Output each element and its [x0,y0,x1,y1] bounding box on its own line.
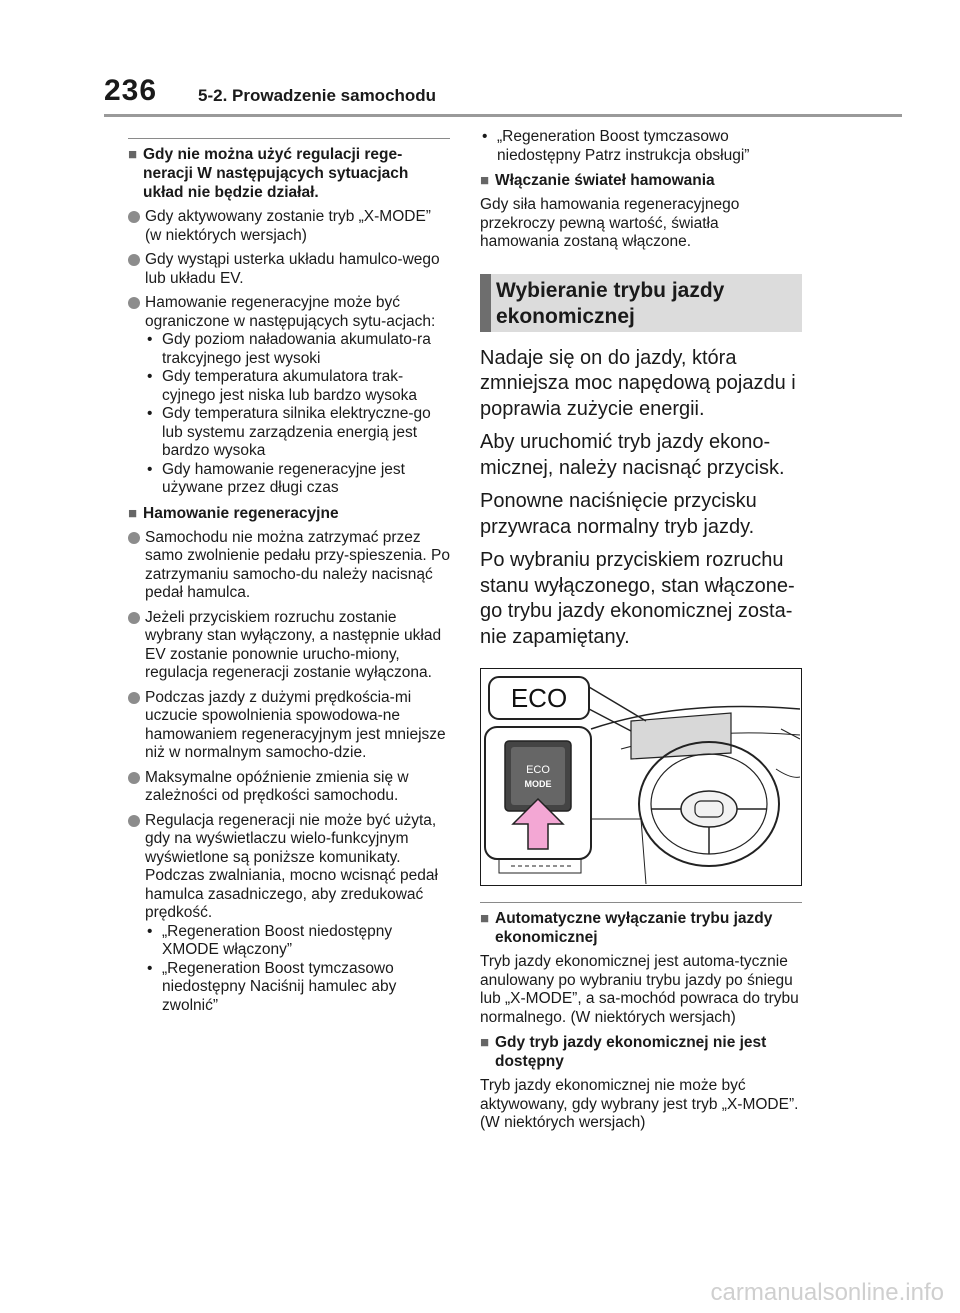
sub-item: • „Regeneration Boost niedostępny XMODE włączony” [147,922,393,958]
watermark: carmanualsonline.info [710,1279,944,1306]
circle-bullet-icon [128,609,145,683]
square-bullet-icon: ■ [480,1034,490,1051]
banner-accent-bar [480,274,491,332]
sub-item: • Gdy temperatura silnika elektryczne-go lub systemu zarządzenia energią jest bardzo wysoka [147,405,431,459]
mode-button-label: MODE [524,779,552,789]
paragraph: Tryb jazdy ekonomicznej jest automa-tycznie anulowany po wybraniu trybu jazdy po śniegu lub „X-MODE”, a sa-mochód powraca do trybu normalnego. (W niektórych wersjach) [480,953,799,1026]
circle-bullet-icon [128,769,145,806]
circle-bullet-icon [128,529,145,603]
eco-mode-illustration [480,668,802,886]
header-rule [104,114,902,117]
bullet-item: Hamowanie regeneracyjne może być ograniczone w następujących sytu-acjach: • Gdy poziom naładowania akumulato-ra trakcyjnego jest wysoki • Gdy temperatura akumulatora trak-cyjnego jest niska lub bardzo wysoka • Gdy temperatura silnika elektryczne-go lub systemu zarządzenia energią jest bardzo wysoka • Gdy hamowanie regeneracyjne jest używane przez długi czas [128,294,450,498]
sub-item: • „Regeneration Boost tymczasowo niedostępny Naciśnij hamulec aby zwolnić” [147,959,397,1014]
sub-item: • Gdy temperatura akumulatora trak-cyjnego jest niska lub bardzo wysoka [147,368,418,404]
sub-item: • „Regeneration Boost tymczasowo niedostępny Patrz instrukcja obsługi” [482,128,750,164]
square-bullet-icon: ■ [128,146,138,163]
circle-bullet-icon [128,251,145,288]
page-number: 236 [104,74,158,107]
eco-callout-label: ECO [510,683,568,713]
square-bullet-icon: ■ [480,910,490,927]
bullet-item: Jeżeli przyciskiem rozruchu zostanie wybrany stan wyłączony, a następnie układ EV zostanie ponownie urucho-miony, regulacja regeneracji zostanie wyłączona. [128,609,450,683]
square-bullet-icon: ■ [480,172,490,189]
bullet-item: Maksymalne opóźnienie zmienia się w zależności od prędkości samochodu. [128,769,450,806]
left-column [128,138,450,1021]
sub-item: • Gdy poziom naładowania akumulato-ra trakcyjnego jest wysoki [147,331,431,367]
circle-bullet-icon [128,689,145,763]
intro-paragraph: Aby uruchomić tryb jazdy ekono-micznej, należy nacisnąć przycisk. [480,431,785,479]
bullet-item: Gdy aktywowany zostanie tryb „X-MODE” (w niektórych wersjach) [128,208,450,245]
column-rule [480,902,802,903]
page-header [0,0,960,118]
intro-paragraph: Po wybraniu przyciskiem rozruchu stanu wyłączonego, stan włączone-go trybu jazdy ekonomicznej zosta-nie zapamiętany. [480,549,795,648]
heading-regenerative-braking: ■ Hamowanie regeneracyjne [128,504,339,522]
dashboard-drawing [481,669,800,884]
section-banner [480,274,802,332]
bullet-item: Samochodu nie można zatrzymać przez samo zwolnienie pedału przy-spieszenia. Po zatrzymaniu samocho-du należy nacisnąć pedał hamulca. [128,529,450,603]
circle-bullet-icon [128,812,145,1016]
column-rule [128,138,450,139]
heading-auto-cancel: ■ Automatyczne wyłączanie trybu jazdy ekonomicznej [480,910,773,946]
eco-button-label: ECO [526,764,550,776]
right-column [480,128,802,1139]
paragraph: Gdy siła hamowania regeneracyjnego przekroczy pewną wartość, światła hamowania zostaną włączone. [480,196,740,250]
heading-brake-lights: ■ Włączanie świateł hamowania [480,172,715,189]
bullet-item: Podczas jazdy z dużymi prędkościa-mi uczucie spowolnienia spowodowa-ne hamowaniem regeneracyjnym jest mniejsze niż w normalnym samocho-dzie. [128,689,450,763]
intro-paragraph: Ponowne naciśnięcie przycisku przywraca normalny tryb jazdy. [480,490,757,538]
sub-item: • Gdy hamowanie regeneracyjne jest używane przez długi czas [147,460,405,496]
square-bullet-icon: ■ [128,504,138,522]
circle-bullet-icon [128,208,145,245]
bullet-item: Regulacja regeneracji nie może być użyta, gdy na wyświetlaczu wielo-funkcyjnym wyświetlone są poniższe komunikaty. Podczas zwalniania, mocno wcisnąć pedał hamulca zasadniczego, aby zredukować prędkość. • „Regeneration Boost niedostępny XMODE włączony” • „Regeneration Boost tymczasowo niedostępny Naciśnij hamulec aby zwolnić” [128,812,450,1016]
paragraph: Tryb jazdy ekonomicznej nie może być aktywowany, gdy wybrany jest tryb „X-MODE”. (W niektórych wersjach) [480,1077,799,1131]
intro-paragraph: Nadaje się on do jazdy, która zmniejsza moc napędową pojazdu i poprawia zużycie energii. [480,346,796,420]
heading-eco-unavailable: ■ Gdy tryb jazdy ekonomicznej nie jest dostępny [480,1034,767,1070]
heading-regeneration-unavailable: ■ Gdy nie można użyć regulacji rege-neracji W następujących sytuacjach układ nie będzie działał. [128,146,409,201]
bullet-item: Gdy wystąpi usterka układu hamulco-wego lub układu EV. [128,251,450,288]
banner-title: Wybieranie trybu jazdy ekonomicznej [496,278,725,328]
circle-bullet-icon [128,294,145,498]
section-title: 5-2. Prowadzenie samochodu [198,86,437,105]
